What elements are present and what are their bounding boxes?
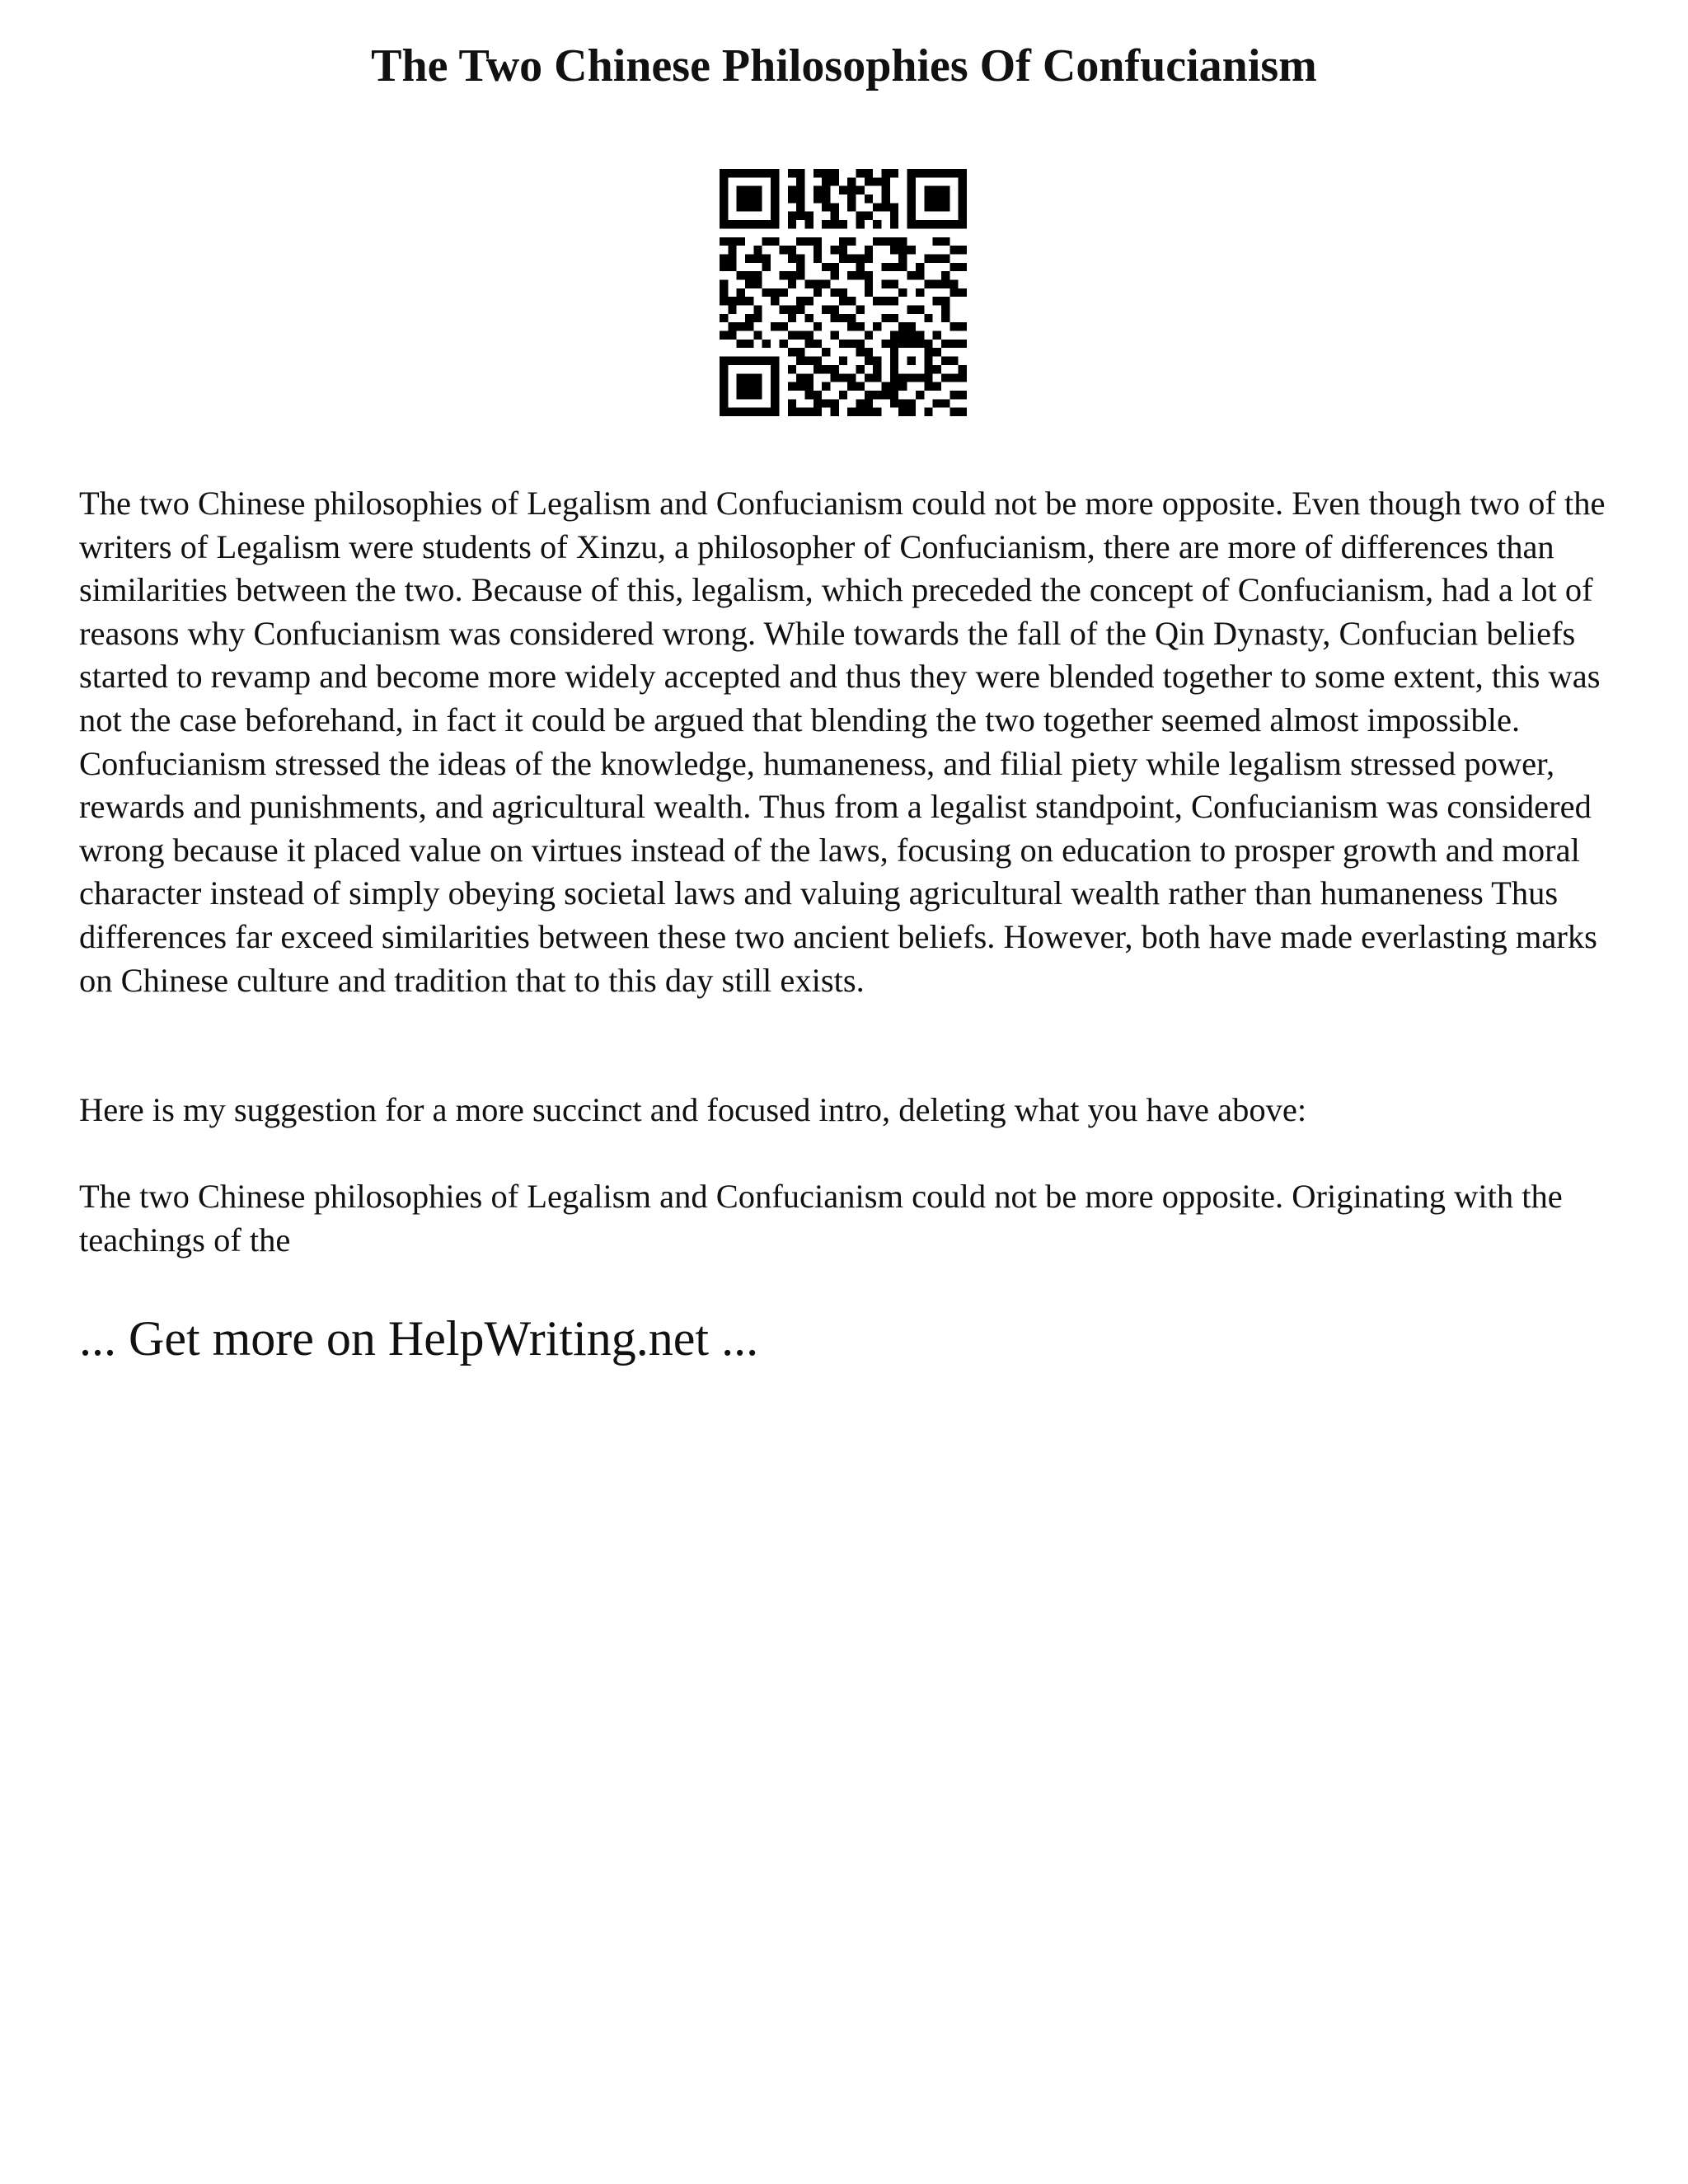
body-paragraph-2: Here is my suggestion for a more succinct and focused intro, deleting what you have above: [79,1091,1307,1128]
body-paragraph-1: The two Chinese philosophies of Legalism and Confucianism could not be more opposite. Even though two of the writers of Legalism were students of Xinzu, a philosopher of Confucianism, there are more of differences than similarities between the two. Because of this, legalism, which preceded the concept of Confucianism, had a lot of reasons why Confucianism was considered wrong. While towards the fall of the Qin Dynasty, Confucian beliefs started to revamp and become more widely accepted and thus they were blended together to some extent, this was not the case beforehand, in fact it could be argued that blending the two together seemed almost impossible. Confucianism stressed the ideas of the knowledge, humaneness, and filial piety while legalism stressed power, rewards and punishments, and agricultural wealth. Thus from a legalist standpoint, Confucianism was considered wrong because it placed value on virtues instead of the laws, focusing on education to prosper growth and moral character instead of simply obeying societal laws and valuing agricultural wealth rather than humaneness Thus differences far exceed similarities between these two ancient beliefs. However, both have made everlasting marks on Chinese culture and tradition that to this day still exists. [79,485,1606,999]
document-title: The Two Chinese Philosophies Of Confucianism [371,40,1317,91]
get-more-link[interactable]: ... Get more on HelpWriting.net ... [79,1311,759,1366]
body-paragraph-3: The two Chinese philosophies of Legalism and Confucianism could not be more opposite. Originating with the teachings of the [79,1178,1563,1258]
qr-code-icon [720,169,967,416]
